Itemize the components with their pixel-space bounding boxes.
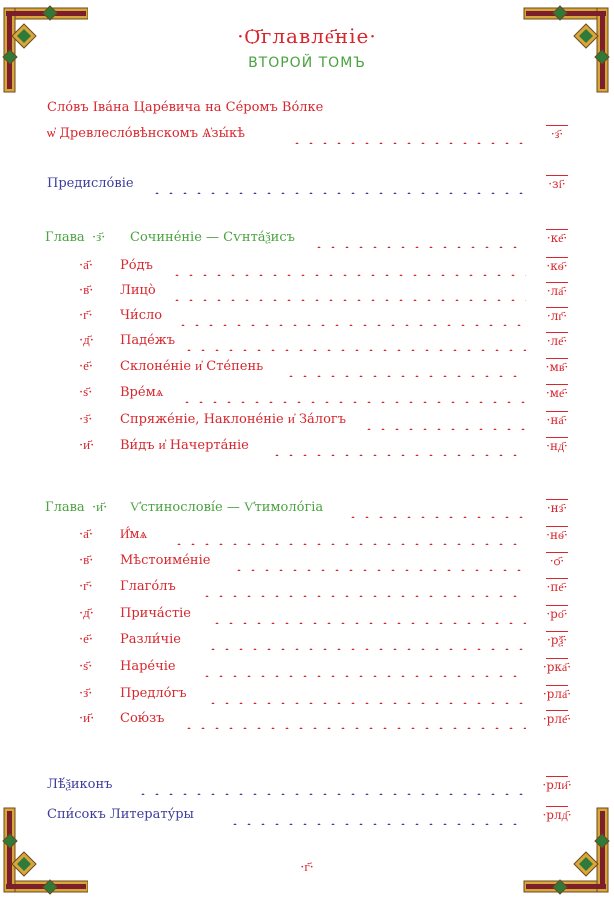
toc-page-number: ·ла҃· xyxy=(532,281,582,301)
section-mark: ·а҃· xyxy=(79,258,94,273)
dot-leader xyxy=(176,306,526,326)
section-label: И҆́мѧ xyxy=(120,527,148,542)
section-label: Вре́мѧ xyxy=(120,385,164,400)
section-label: Предло́гъ xyxy=(120,686,187,701)
section-mark: ·и҃· xyxy=(79,438,95,453)
toc-section[interactable] xyxy=(0,383,614,403)
section-label: Склоне́ніе и҆ Сте́пень xyxy=(120,359,264,374)
toc-page-number: ·нз҃· xyxy=(532,498,582,518)
dot-leader xyxy=(136,775,526,795)
dot-leader xyxy=(182,709,526,729)
toc-page-number: ·кѳ҃· xyxy=(532,256,582,276)
toc-page-number: ·ле҃· xyxy=(532,331,582,351)
toc-page-number: ·рѯ҃· xyxy=(532,630,582,650)
toc-section[interactable] xyxy=(0,604,614,624)
toc-entry-label: Спи́сокъ Литерату́ры xyxy=(47,807,194,822)
section-label: Глаго́лъ xyxy=(120,579,176,594)
toc-section[interactable] xyxy=(0,306,614,326)
section-mark: ·г҃· xyxy=(79,308,93,323)
toc-entry-lexicon[interactable] xyxy=(0,775,614,795)
toc-section[interactable] xyxy=(0,436,614,456)
dot-leader xyxy=(180,383,526,403)
dot-leader xyxy=(284,357,526,377)
section-label: Прича́стіе xyxy=(120,606,191,621)
dot-leader xyxy=(270,436,526,456)
section-mark: ·д҃· xyxy=(79,606,94,621)
toc-page-number: ·з҃· xyxy=(532,124,582,144)
toc-section[interactable] xyxy=(0,684,614,704)
page-title: ·Ѻ҃главле҃ніе· xyxy=(237,24,377,48)
section-label: Чи́сло xyxy=(120,308,163,323)
section-label: Сою́зъ xyxy=(120,711,165,726)
section-mark: ·ѕ҃· xyxy=(79,659,93,674)
toc-chapter-1[interactable] xyxy=(0,228,614,248)
toc-section[interactable] xyxy=(0,577,614,597)
toc-page-number: ·пе҃· xyxy=(532,577,582,597)
section-mark: ·е҃· xyxy=(79,632,94,647)
toc-page-number: ·на҃· xyxy=(532,410,582,430)
chapter-title: Ѵ҆стинослові́е — Ѵ҆тимоло́гіа xyxy=(130,500,324,515)
volume-subtitle: ВТОРОЙ ТОМЪ xyxy=(248,55,366,71)
dot-leader xyxy=(172,525,526,545)
toc-page-number: ·ѻ҃· xyxy=(532,551,582,571)
toc-chapter-2[interactable] xyxy=(0,498,614,518)
section-mark: ·з҃· xyxy=(79,412,93,427)
dot-leader xyxy=(200,657,526,677)
dot-leader xyxy=(200,577,526,597)
toc-page-number: ·рка҃· xyxy=(532,657,582,677)
dot-leader xyxy=(170,256,526,276)
chapter-prefix: Глава xyxy=(45,230,85,245)
dot-leader xyxy=(228,805,526,825)
dot-leader xyxy=(312,228,526,248)
chapter-number: ·и҃· xyxy=(92,500,108,515)
toc-section[interactable] xyxy=(0,357,614,377)
section-mark: ·в҃· xyxy=(79,553,94,568)
dot-leader xyxy=(362,410,526,430)
toc-entry-preface-lines[interactable] xyxy=(0,98,614,118)
section-label: Лицо̀ xyxy=(120,283,156,298)
section-label: Наре́чіе xyxy=(120,659,176,674)
dot-leader xyxy=(206,630,526,650)
toc-page-number: ·рле҃· xyxy=(532,709,582,729)
toc-section[interactable] xyxy=(0,410,614,430)
toc-page-number: ·мв҃· xyxy=(532,357,582,377)
toc-entry-intro[interactable] xyxy=(0,124,614,144)
section-label: Ро́дъ xyxy=(120,258,153,273)
toc-page-number: ·рли҃· xyxy=(532,775,582,795)
toc-section[interactable] xyxy=(0,630,614,650)
section-mark: ·е҃· xyxy=(79,359,94,374)
section-label: Паде́жъ xyxy=(120,333,176,348)
section-mark: ·в҃· xyxy=(79,283,94,298)
section-label: Мѣстоиме́ніе xyxy=(120,553,211,568)
dot-leader xyxy=(210,604,526,624)
toc-page-number: ·лг҃· xyxy=(532,306,582,326)
toc-section[interactable] xyxy=(0,709,614,729)
toc-section[interactable] xyxy=(0,657,614,677)
section-mark: ·а҃· xyxy=(79,527,94,542)
toc-page-number: ·нѳ҃· xyxy=(532,525,582,545)
toc-page-number: ·ме҃· xyxy=(532,383,582,403)
dot-leader xyxy=(206,684,526,704)
section-mark: ·г҃· xyxy=(79,579,93,594)
dot-leader xyxy=(232,551,526,571)
toc-entry-bibliography[interactable] xyxy=(0,805,614,825)
toc-entry-label: ѡ҆ Древлесло́вѣнскомъ Ѧ҆зы́кѣ xyxy=(47,126,245,141)
dot-leader xyxy=(182,331,526,351)
chapter-title: Сочине́ніе — Сѵнта́ѯисъ xyxy=(130,230,295,245)
section-mark: ·и҃· xyxy=(79,711,95,726)
toc-section[interactable] xyxy=(0,331,614,351)
toc-page-number: ·рлд҃· xyxy=(532,805,582,825)
dot-leader xyxy=(346,498,526,518)
section-label: Ви́дъ и҆ Начерта́ніе xyxy=(120,438,249,453)
toc-entry-label: Предисло́віе xyxy=(47,176,134,191)
section-label: Разли́чіе xyxy=(120,632,181,647)
toc-page-number: ·зі҃· xyxy=(532,174,582,194)
toc-page-number: ·рла҃· xyxy=(532,684,582,704)
section-mark: ·д҃· xyxy=(79,333,94,348)
toc-page-number: ·ро҃· xyxy=(532,604,582,624)
toc-section[interactable] xyxy=(0,525,614,545)
dot-leader xyxy=(290,124,526,144)
toc-section[interactable] xyxy=(0,281,614,301)
section-mark: ·ѕ҃· xyxy=(79,385,93,400)
toc-section[interactable] xyxy=(0,256,614,276)
chapter-number: ·з҃· xyxy=(92,230,106,245)
dot-leader xyxy=(170,281,526,301)
toc-entry-foreword[interactable] xyxy=(0,174,614,194)
toc-entry-label: Сло́въ Іва́на Царе́вича на Се́ромъ Во́лке xyxy=(47,100,324,115)
toc-page-number: ·ке҃· xyxy=(532,228,582,248)
toc-page-number: ·нд҃· xyxy=(532,436,582,456)
section-mark: ·з҃· xyxy=(79,686,93,701)
page-number: ·г҃· xyxy=(300,860,314,875)
section-label: Спряже́ніе, Наклоне́ніе и҆ За́логъ xyxy=(120,412,346,427)
toc-entry-label: Лѣ́ѯиконъ xyxy=(47,777,113,792)
toc-section[interactable] xyxy=(0,551,614,571)
dot-leader xyxy=(150,174,526,194)
chapter-prefix: Глава xyxy=(45,500,85,515)
